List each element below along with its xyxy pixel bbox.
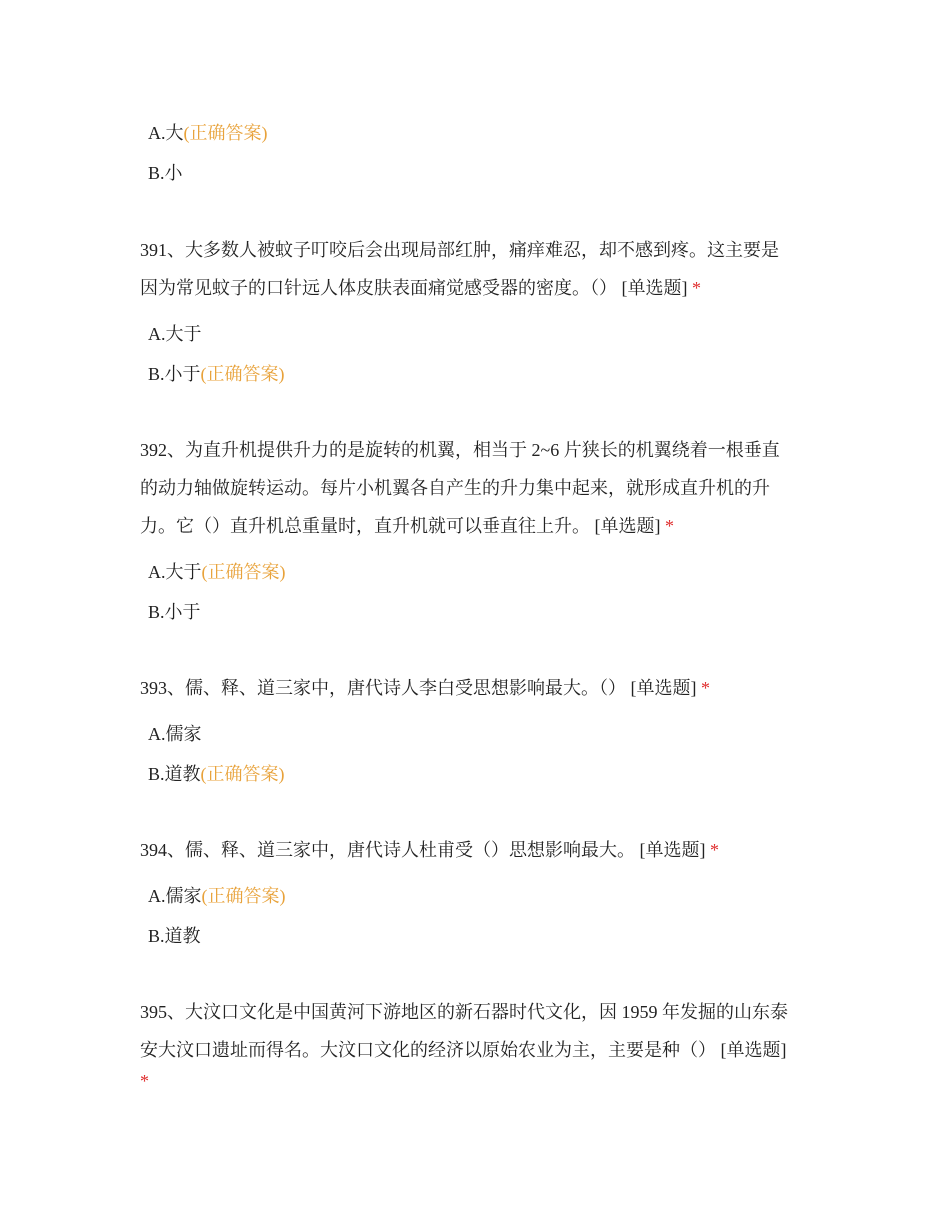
option-text: 儒家 [165, 724, 202, 744]
question-type-tag: [单选题] [621, 278, 688, 298]
required-marker: * [692, 278, 701, 298]
option-text: 大 [165, 123, 184, 143]
required-marker: * [710, 840, 719, 860]
question-line: 395、大汶口文化是中国黄河下游地区的新石器时代文化，因 1959 年发掘的山东泰 [140, 1002, 788, 1022]
option-letter: A. [148, 562, 166, 582]
option-b[interactable] [148, 161, 183, 185]
option-text: 小于 [164, 364, 201, 384]
question-line [140, 507, 820, 545]
question-type-tag: [单选题] [639, 840, 706, 860]
option-text: 道教 [164, 764, 201, 784]
correct-answer-label: (正确答案) [200, 364, 285, 384]
question-type-tag: [单选题] [594, 516, 661, 536]
option-letter: A. [148, 123, 166, 143]
option-b[interactable] [148, 762, 285, 786]
option-a[interactable] [148, 722, 202, 746]
option-b[interactable] [148, 600, 201, 624]
question-393 [140, 669, 820, 707]
correct-answer-label: (正确答案) [201, 886, 286, 906]
correct-answer-label: (正确答案) [200, 764, 285, 784]
question-line: 391、大多数人被蚊子叮咬后会出现局部红肿，痛痒难忍，却不感到疼。这主要是 [140, 240, 779, 260]
option-text: 小于 [164, 602, 201, 622]
question-394 [140, 831, 820, 869]
question-line-text: 393、儒、释、道三家中，唐代诗人李白受思想影响最大。（） [140, 678, 626, 698]
option-letter: A. [148, 724, 166, 744]
option-text: 大于 [165, 324, 202, 344]
question-line [140, 669, 820, 707]
question-line-text: 安大汶口遗址而得名。大汶口文化的经济以原始农业为主，主要是种（） [140, 1040, 716, 1060]
option-a[interactable] [148, 322, 202, 346]
option-text: 大于 [165, 562, 202, 582]
question-line-text: 394、儒、释、道三家中，唐代诗人杜甫受（）思想影响最大。 [140, 840, 635, 860]
option-letter: B. [148, 926, 165, 946]
option-text: 道教 [164, 926, 201, 946]
correct-answer-label: (正确答案) [183, 123, 268, 143]
option-letter: A. [148, 324, 166, 344]
option-text: 小 [164, 163, 183, 183]
question-type-tag: [单选题] [630, 678, 697, 698]
question-line [140, 1031, 820, 1069]
question-line-text: 力。它（）直升机总重量时，直升机就可以垂直往上升。 [140, 516, 590, 536]
question-type-tag: [单选题] [720, 1040, 787, 1060]
question-line [140, 269, 820, 307]
question-395 [140, 993, 820, 1093]
question-line [140, 831, 820, 869]
option-a[interactable] [148, 121, 268, 145]
required-marker: * [140, 1071, 149, 1091]
option-text: 儒家 [165, 886, 202, 906]
option-b[interactable] [148, 362, 285, 386]
required-marker: * [665, 516, 674, 536]
option-letter: B. [148, 602, 165, 622]
question-line-text: 因为常见蚊子的口针远人体皮肤表面痛觉感受器的密度。（） [140, 278, 617, 298]
question-line: 的动力轴做旋转运动。每片小机翼各自产生的升力集中起来，就形成直升机的升 [140, 478, 770, 498]
question-392 [140, 431, 820, 545]
option-a[interactable] [148, 560, 286, 584]
required-marker: * [701, 678, 710, 698]
question-391 [140, 231, 820, 307]
option-letter: B. [148, 163, 165, 183]
correct-answer-label: (正确答案) [201, 562, 286, 582]
option-a[interactable] [148, 884, 286, 908]
option-letter: B. [148, 364, 165, 384]
option-letter: B. [148, 764, 165, 784]
option-b[interactable] [148, 924, 201, 948]
question-line: 392、为直升机提供升力的是旋转的机翼，相当于 2~6 片狭长的机翼绕着一根垂直 [140, 440, 780, 460]
option-letter: A. [148, 886, 166, 906]
